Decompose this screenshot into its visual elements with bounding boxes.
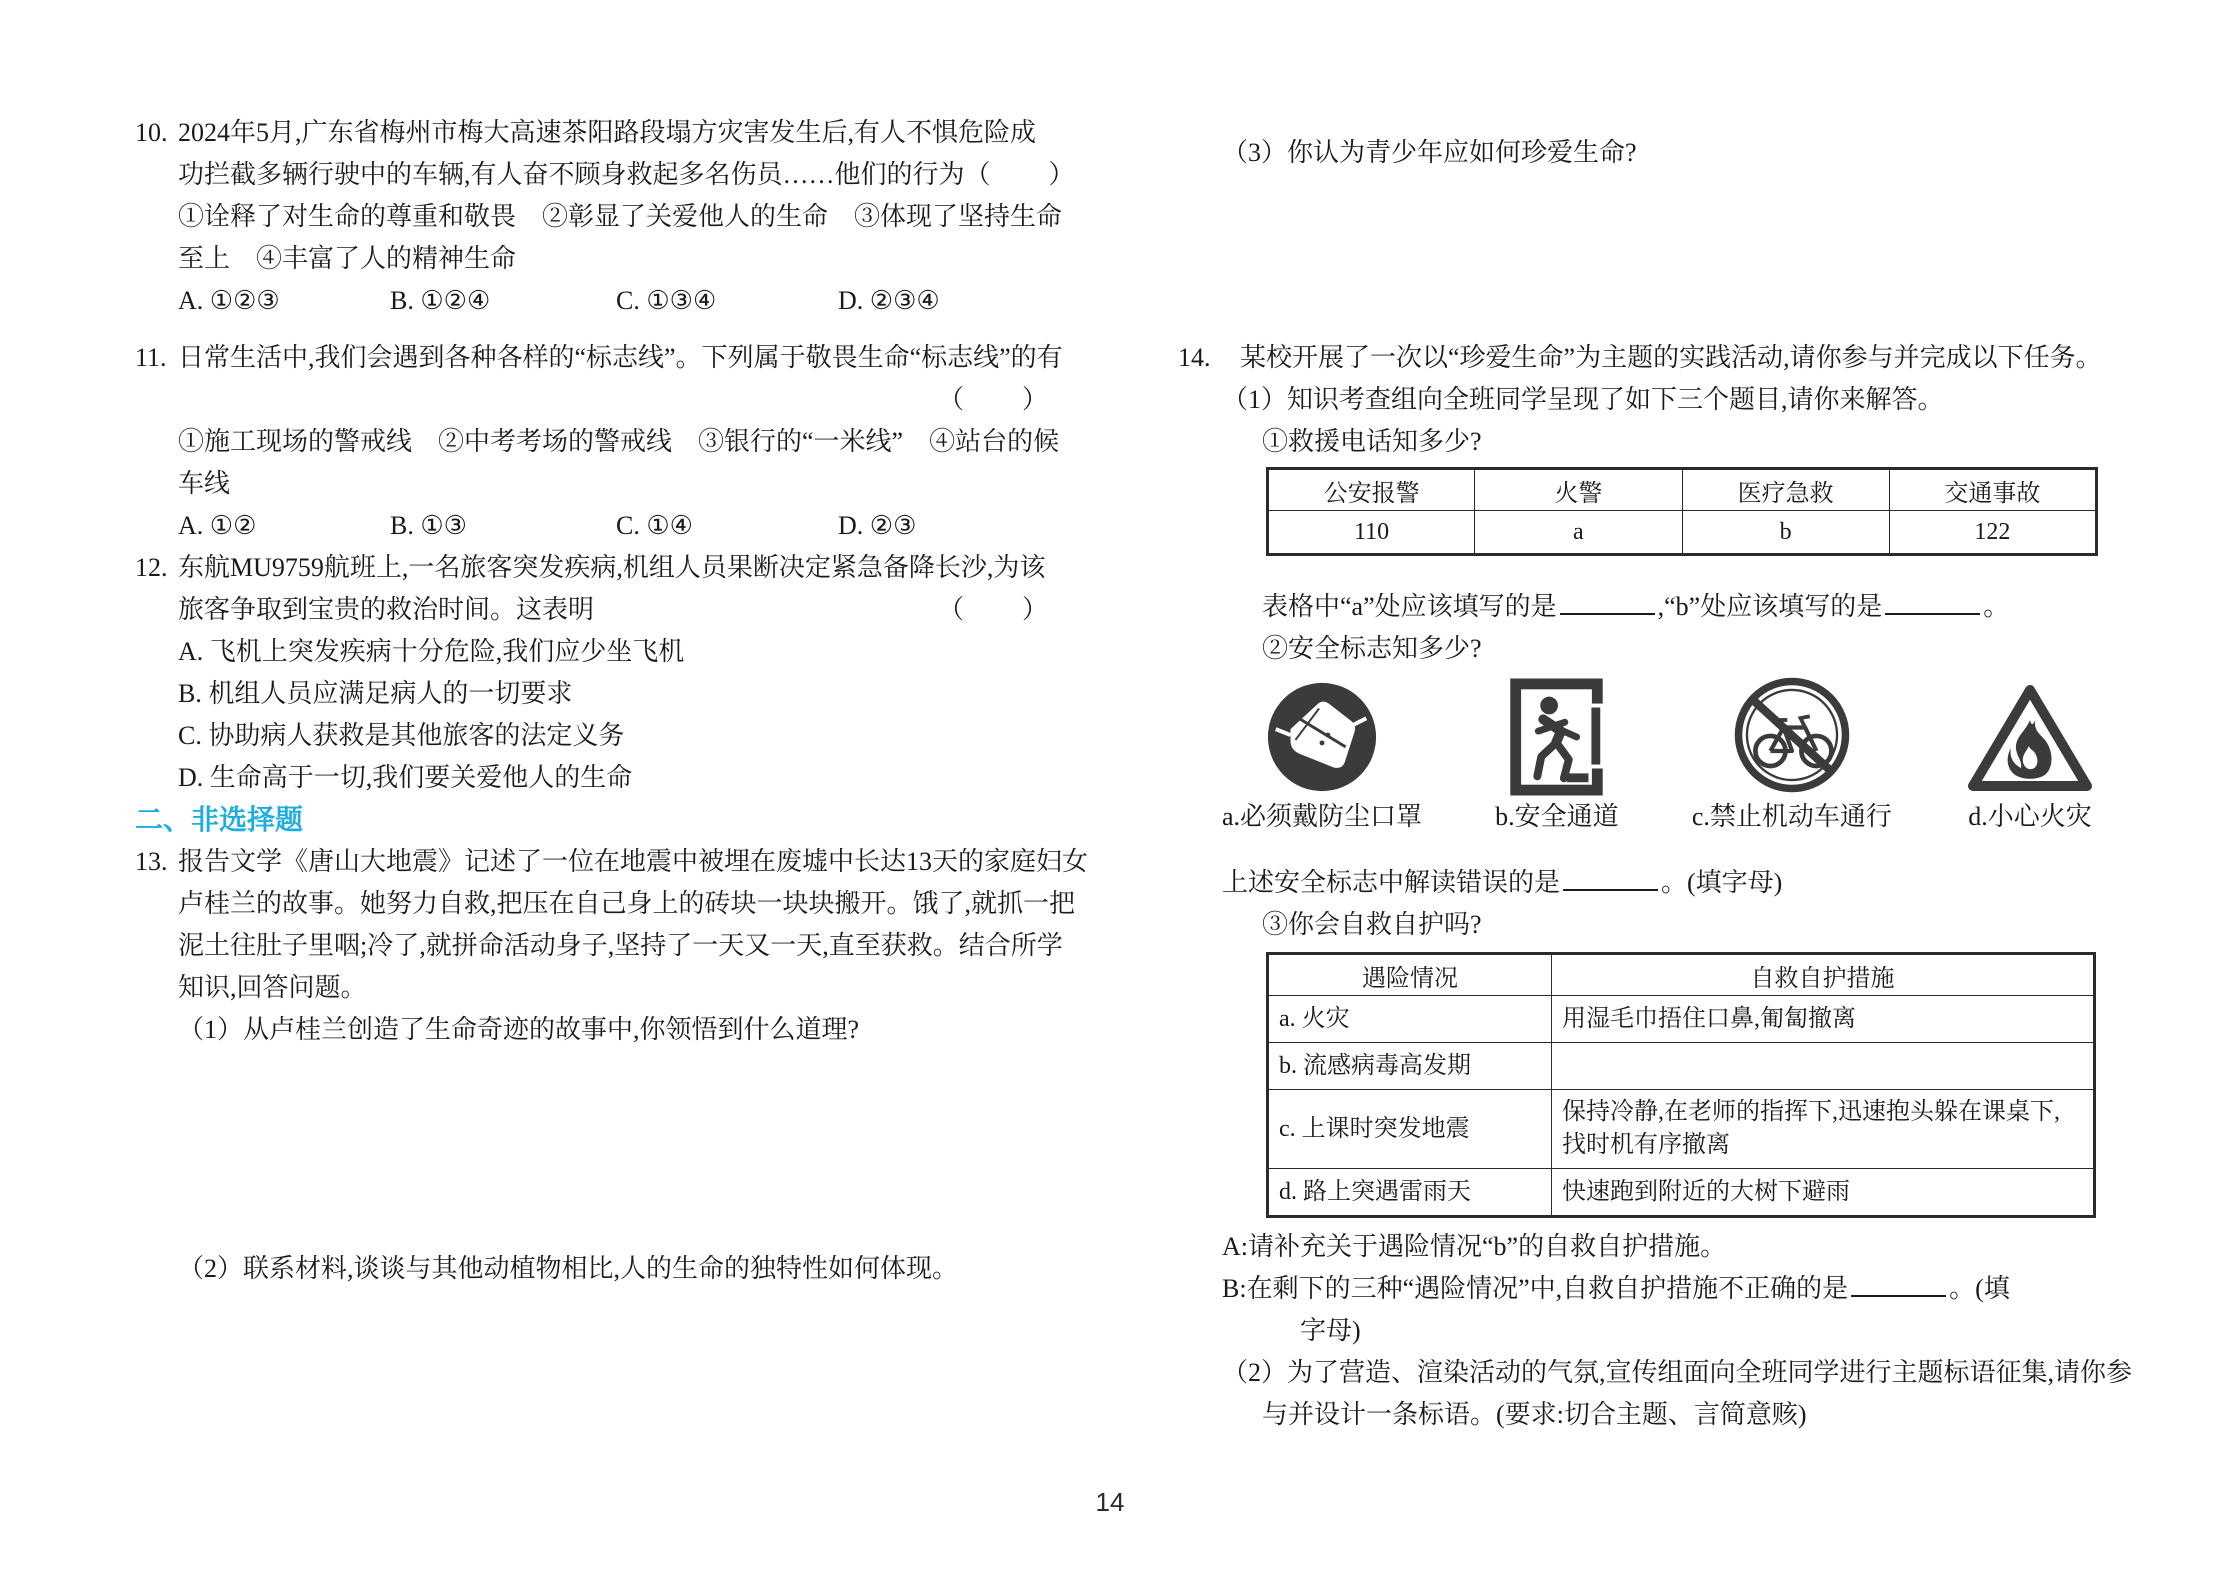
answer-bracket: （ ） [937, 595, 1050, 624]
page-number: 14 [1095, 1487, 1125, 1517]
question-number: 12. [135, 553, 168, 582]
emergency-phone-table [1266, 467, 2098, 556]
sign-label: c.禁止机动车通行 [1691, 802, 1892, 831]
task-b-text: B:在剩下的三种“遇险情况”中,自救自护措施不正确的是 [1222, 1274, 1849, 1303]
question-number: 11. [135, 343, 167, 372]
table-row-flu [1268, 1043, 2095, 1090]
dust-mask-sign-icon [1263, 678, 1381, 796]
value-police: 110 [1268, 511, 1475, 555]
question-text-line: 旅客争取到宝贵的救治时间。这表明 [178, 595, 595, 624]
fill-text: 。 [1983, 592, 2010, 621]
sign-question-line [1178, 862, 2095, 904]
task-b-line-2: 字母) [1300, 1316, 1361, 1345]
table-row-earthquake [1268, 1090, 2095, 1169]
option-c: C. ①④ [616, 511, 693, 540]
statement-line: ①施工现场的警戒线 ②中考考场的警戒线 ③银行的“一米线” ④站台的候 [178, 427, 1060, 456]
right-column [1178, 112, 2133, 1436]
sign-fire-warning [1965, 680, 2095, 832]
option-d: D. ②③ [838, 511, 917, 540]
emergency-exit-sign-icon [1509, 678, 1604, 796]
task-b-text: 。(填 [1949, 1274, 2010, 1303]
header-situation: 遇险情况 [1268, 954, 1552, 996]
sign-label: d.小心火灾 [1968, 802, 2092, 831]
value-fire: a [1475, 511, 1682, 555]
sub-question-1: （1）从卢桂兰创造了生命奇迹的故事中,你领悟到什么道理? [178, 1015, 860, 1044]
question-text-line: 知识,回答问题。 [178, 973, 367, 1002]
question-number: 10. [135, 118, 168, 147]
option-d: D. ②③④ [838, 286, 940, 315]
sub-question-2: （2）为了营造、渲染活动的气氛,宣传组面向全班同学进行主题标语征集,请你参 [1222, 1358, 2133, 1387]
table-header-row [1268, 469, 2097, 511]
section-2-header: 二、非选择题 [135, 804, 304, 835]
header-police: 公安报警 [1268, 469, 1475, 511]
question-text-line: 某校开展了一次以“珍爱生命”为主题的实践活动,请你参与并完成以下任务。 [1240, 343, 2102, 372]
measure-cell: 快速跑到附近的大树下避雨 [1552, 1169, 2095, 1217]
sub-question-3: （3）你认为青少年应如何珍爱生命? [1222, 138, 1637, 167]
no-motor-vehicle-sign-icon [1731, 674, 1853, 796]
question-12 [135, 547, 1050, 799]
value-medical: b [1682, 511, 1889, 555]
measure-cell-empty[interactable] [1552, 1043, 2095, 1090]
statement-line: ①诠释了对生命的尊重和敬畏 ②彰显了关爱他人的生命 ③体现了坚持生命 [178, 202, 1063, 231]
question-11 [135, 337, 1063, 547]
option-b: B. ①③ [390, 511, 467, 540]
sign-emergency-exit [1495, 678, 1619, 832]
answer-bracket: （ ） [937, 385, 1050, 414]
blank-task-b[interactable] [1851, 1291, 1946, 1297]
question-text-line: 卢桂兰的故事。她努力自救,把压在自己身上的砖块一块块搬开。饿了,就抓一把 [178, 889, 1076, 918]
answer-space [135, 1051, 1050, 1248]
question-14 [1178, 337, 2133, 1436]
header-fire: 火警 [1475, 469, 1682, 511]
self-rescue-table [1266, 952, 2096, 1218]
sub-question-2-line-2: 与并设计一条标语。(要求:切合主题、言简意赅) [1262, 1400, 1807, 1429]
fill-text: ,“b”处应该填写的是 [1657, 592, 1883, 621]
task-a-line: A:请补充关于遇险情况“b”的自救自护措施。 [1222, 1232, 1727, 1261]
option-c: C. ①③④ [616, 286, 717, 315]
option-c: C. 协助病人获救是其他旅客的法定义务 [178, 721, 625, 750]
question-text-line: 功拦截多辆行驶中的车辆,有人奋不顾身救起多名伤员……他们的行为 [178, 160, 965, 189]
options-row [135, 505, 1050, 547]
situation-cell: b. 流感病毒高发期 [1268, 1043, 1552, 1090]
option-d: D. 生命高于一切,我们要关爱他人的生命 [178, 763, 633, 792]
sign-label: b.安全通道 [1495, 802, 1619, 831]
task-1-title: ①救援电话知多少? [1262, 427, 1482, 456]
measure-cell: 保持冷静,在老师的指挥下,迅速抱头躲在课桌下,找时机有序撤离 [1552, 1090, 2095, 1169]
task-3-title: ③你会自救自护吗? [1262, 910, 1482, 939]
answer-bracket: （ ） [964, 160, 1077, 189]
value-traffic: 122 [1889, 511, 2096, 555]
header-traffic: 交通事故 [1889, 469, 2096, 511]
question-13 [135, 841, 1089, 1290]
statement-line: 车线 [178, 469, 231, 498]
statement-line: 至上 ④丰富了人的精神生命 [178, 244, 517, 273]
question-10 [135, 112, 1077, 322]
option-b: B. 机组人员应满足病人的一切要求 [178, 679, 573, 708]
sign-question-text: 上述安全标志中解读错误的是 [1222, 868, 1561, 897]
table-row-thunderstorm [1268, 1169, 2095, 1217]
question-text-line: 东航MU9759航班上,一名旅客突发疾病,机组人员果断决定紧急备降长沙,为该 [178, 553, 1046, 582]
option-a: A. ①②③ [178, 286, 280, 315]
fill-in-line [1178, 586, 2095, 628]
table-header-row [1268, 954, 2095, 996]
header-measure: 自救自护措施 [1552, 954, 2095, 996]
table-value-row [1268, 511, 2097, 555]
option-b: B. ①②④ [390, 286, 491, 315]
situation-cell: a. 火灾 [1268, 996, 1552, 1043]
fill-text: 表格中“a”处应该填写的是 [1262, 592, 1557, 621]
question-text-line: 泥土往肚子里咽;冷了,就拼命活动身子,坚持了一天又一天,直至获救。结合所学 [178, 931, 1063, 960]
task-b-line [1178, 1268, 2095, 1310]
fire-warning-sign-icon [1965, 680, 2095, 796]
left-column [135, 112, 1089, 1290]
blank-b[interactable] [1885, 609, 1980, 615]
sign-dust-mask [1222, 678, 1422, 832]
question-number: 14. [1178, 343, 1211, 372]
measure-cell: 用湿毛巾捂住口鼻,匍匐撤离 [1552, 996, 2095, 1043]
task-2-title: ②安全标志知多少? [1262, 634, 1482, 663]
blank-a[interactable] [1560, 609, 1655, 615]
question-number: 13. [135, 847, 168, 876]
question-text-line: 2024年5月,广东省梅州市梅大高速茶阳路段塌方灾害发生后,有人不惧危险成 [178, 118, 1037, 147]
question-text-line: 日常生活中,我们会遇到各种各样的“标志线”。下列属于敬畏生命“标志线”的有 [178, 343, 1063, 372]
blank-sign[interactable] [1563, 885, 1658, 891]
sign-question-text: 。(填字母) [1661, 868, 1783, 897]
options-row [135, 280, 1050, 322]
sign-label: a.必须戴防尘口罩 [1222, 802, 1423, 831]
sign-no-motor-vehicle [1692, 674, 1892, 832]
header-medical: 医疗急救 [1682, 469, 1889, 511]
option-a: A. 飞机上突发疾病十分危险,我们应少坐飞机 [178, 637, 685, 666]
sub-question-2: （2）联系材料,谈谈与其他动植物相比,人的生命的独特性如何体现。 [178, 1254, 959, 1283]
question-text-line: 报告文学《唐山大地震》记述了一位在地震中被埋在废墟中长达13天的家庭妇女 [178, 847, 1089, 876]
situation-cell: c. 上课时突发地震 [1268, 1090, 1552, 1169]
situation-cell: d. 路上突遇雷雨天 [1268, 1169, 1552, 1217]
sub-question-1: （1）知识考查组向全班同学呈现了如下三个题目,请你来解答。 [1222, 385, 1944, 414]
option-a: A. ①② [178, 511, 257, 540]
table-row-fire [1268, 996, 2095, 1043]
safety-signs-row [1222, 674, 2095, 832]
